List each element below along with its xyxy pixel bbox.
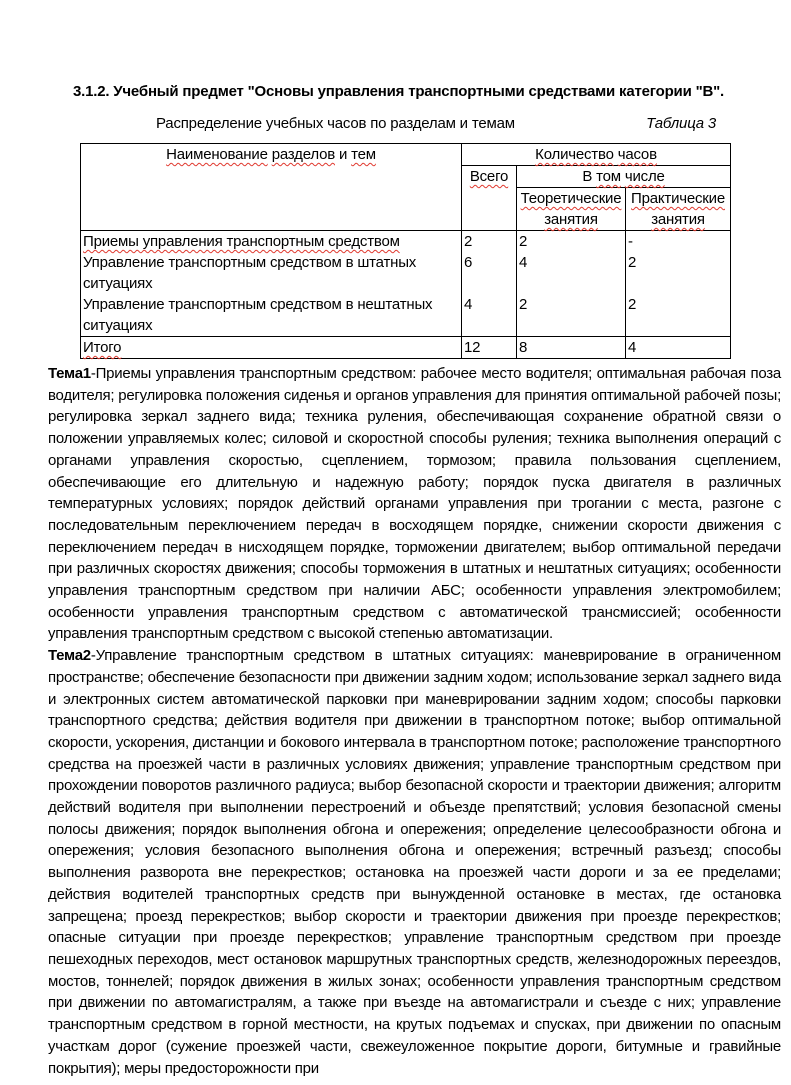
row-total: 4 xyxy=(462,294,517,337)
row-theory: 2 xyxy=(517,231,626,253)
table-row xyxy=(81,231,731,253)
hours-distribution-table xyxy=(80,143,731,359)
row-practice: 4 xyxy=(626,337,731,359)
topic-1-text: -Приемы управления транспортным средством: рабочее место водителя; оптимальная рабочая поза водителя; регулировка положения сиденья и органов управления для принятия оптимальной рабочей позы; регулировка зеркал заднего вида; техника руления, обеспечивающая сохранение обратной связи о положении управляемых колес; силовой и скоростной способы руления; техника выполнения операций с органами управления скоростью, сцеплением, тормозом; правила пользования сцеплением, обеспечивающие его длительную и надежную работу; порядок пуска двигателя в различных температурных условиях; порядок действий органами управления при трогании с места, разгоне с последовательным переключением передач в восходящем порядке, снижении скорости движения с переключением передач в нисходящем порядке, торможении двигателем; выбор оптимальной передачи при различных скоростях движения; способы торможения в штатных и нештатных ситуациях; особенности управления транспортным средством при наличии АБС; особенности управления электромобилем; особенности управления транспортным средством с автоматической трансмиссией; особенности управления транспортным средством с высокой степенью автоматизации. xyxy=(48,365,781,643)
table-row xyxy=(81,252,731,294)
topic-paragraph-1 xyxy=(48,363,781,645)
table-row-total xyxy=(81,337,731,359)
row-name: Итого xyxy=(81,337,462,359)
table-subtitle-row xyxy=(156,115,716,133)
row-practice: 2 xyxy=(626,294,731,337)
col-header-including: В том числе xyxy=(517,166,731,188)
topic-2-text: -Управление транспортным средством в штатных ситуациях: маневрирование в ограниченном пространстве; обеспечение безопасности при движении задним ходом; использование зеркал заднего вида и электронных систем автоматической парковки при маневрировании задним ходом; способы парковки транспортного средства; действия водителя при движении в транспортном потоке; выбор оптимальной скорости, ускорения, дистанции и бокового интервала в транспортном потоке; расположение транспортного средства на проезжей части в различных условиях движения; управление транспортным средством при прохождении поворотов различного радиуса; выбор безопасной скорости и траектории движения; алгоритм действий водителя при выполнении перестроений и объезде препятствий; условия безопасной смены полосы движения; порядок выполнения обгона и опережения; определение целесообразности обгона и опережения; условия безопасного выполнения обгона и опережения; встречный разъезд; способы выполнения разворота вне перекрестков; остановка на проезжей части дороги и за ее пределами; действия водителей транспортных средств при вынужденной остановке в местах, где остановка запрещена; проезд перекрестков; выбор скорости и траектории движения при проезде перекрестков; опасные ситуации при проезде перекрестков; управление транспортным средством при проезде пешеходных переходов, мест остановок маршрутных транспортных средств, железнодорожных переездов, мостов, тоннелей; порядок движения в жилых зонах; особенности управления транспортным средством при движении по автомагистралям, а также при въезде на автомагистрали и съезде с них; управление транспортным средством в горной местности, на крутых подъемах и спусках, при движении по опасным участкам дорог (сужение проезжей части, свежеуложенное покрытие дороги, битумные и гравийные покрытия); меры предосторожности при xyxy=(48,647,781,1077)
row-theory: 4 xyxy=(517,252,626,294)
row-name: Управление транспортным средством в штатных ситуациях xyxy=(81,252,462,294)
col-header-hours-group: Количество часов xyxy=(462,144,731,166)
row-total: 12 xyxy=(462,337,517,359)
table-caption: Таблица 3 xyxy=(646,115,716,132)
topic-2-label: Тема2 xyxy=(48,647,91,665)
topics-section xyxy=(48,363,781,1079)
section-heading: 3.1.2. Учебный предмет "Основы управления транспортными средствами категории "В". xyxy=(73,83,724,100)
table-subtitle: Распределение учебных часов по разделам и темам xyxy=(156,115,515,132)
table-header-row-1 xyxy=(81,144,731,166)
col-header-theory: Теоретические занятия xyxy=(517,188,626,231)
row-name: Управление транспортным средством в нештатных ситуациях xyxy=(81,294,462,337)
row-theory: 2 xyxy=(517,294,626,337)
row-practice: 2 xyxy=(626,252,731,294)
topic-1-label: Тема1 xyxy=(48,365,91,382)
col-header-total: Всего xyxy=(462,166,517,231)
row-practice: - xyxy=(626,231,731,253)
topic-paragraph-2 xyxy=(48,645,781,1079)
row-theory: 8 xyxy=(517,337,626,359)
row-total: 6 xyxy=(462,252,517,294)
col-header-practice: Практические занятия xyxy=(626,188,731,231)
row-name: Приемы управления транспортным средством xyxy=(81,231,462,253)
table-row xyxy=(81,294,731,337)
col-header-name: Наименование разделов и тем xyxy=(81,144,462,231)
row-total: 2 xyxy=(462,231,517,253)
